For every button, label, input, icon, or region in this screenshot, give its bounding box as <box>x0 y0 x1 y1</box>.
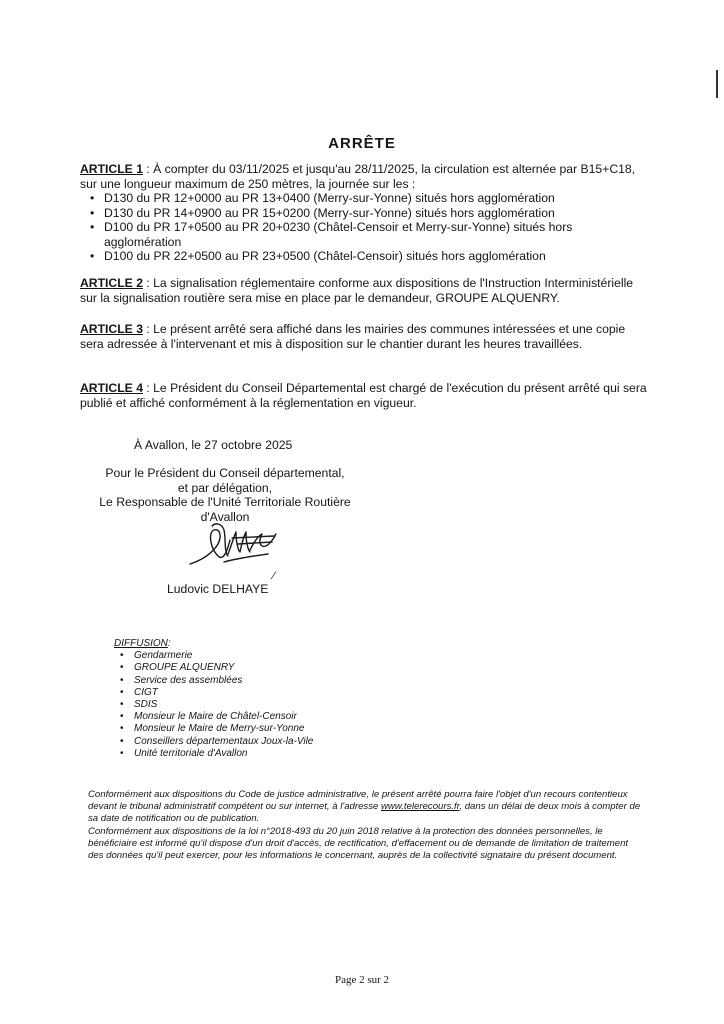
diffusion-label: DIFFUSION <box>114 638 168 649</box>
article-4-label: ARTICLE 4 <box>80 381 143 395</box>
article-1-paragraph: ARTICLE 1 : À compter du 03/11/2025 et jusqu'au 28/11/2025, la circulation est alternée par B15+C18, sur une longueur maximum de 250 mètres, la journée sur les : <box>80 162 636 191</box>
article-4-paragraph: ARTICLE 4 : Le Président du Conseil Départemental est chargé de l'exécution du présent arrêté qui sera publié et affiché conformément à la réglementation en vigueur. <box>80 381 647 410</box>
signatory-line-3: Le Responsable de l'Unité Territoriale Routière <box>99 495 351 509</box>
page-number: Page 2 sur 2 <box>334 974 390 986</box>
article-2 <box>80 276 650 305</box>
handwritten-mark: ⁄ <box>273 570 275 582</box>
article-2-paragraph: ARTICLE 2 : La signalisation réglementaire conforme aux dispositions de l'Instruction Interministérielle sur la signalisation routière sera mise en place par le demandeur, GROUPE ALQUENRY. <box>80 276 634 305</box>
diffusion-item: • Monsieur le Maire de Châtel-Censoir <box>134 711 313 723</box>
article-1-label: ARTICLE 1 <box>80 162 143 176</box>
diffusion-items <box>114 650 313 760</box>
diffusion-item: • Monsieur le Maire de Merry-sur-Yonne <box>134 723 313 735</box>
diffusion-item: • Unité territoriale d'Avallon <box>134 748 313 760</box>
scan-edge-mark <box>716 70 718 98</box>
road-item: • D130 du PR 14+0900 au PR 15+0200 (Merry-sur-Yonne) situés hors agglomération <box>104 206 650 221</box>
legal-notice <box>88 789 642 862</box>
article-2-text: La signalisation réglementaire conforme aux dispositions de l'Instruction Interministérielle sur la signalisation routière sera mise en place par le demandeur, GROUPE ALQUENRY. <box>80 276 634 305</box>
road-item: • D100 du PR 17+0500 au PR 20+0230 (Châtel-Censoir et Merry-sur-Yonne) situés hors agglomération <box>104 220 650 249</box>
document-title: ARRÊTE <box>328 135 396 152</box>
diffusion-item: • Conseillers départementaux Joux-la-Vile <box>134 736 313 748</box>
diffusion-item: • Gendarmerie <box>134 650 313 662</box>
legal-paragraph-recourse: Conformément aux dispositions du Code de justice administrative, le présent arrêté pourra faire l'objet d'un recours contentieux devant le tribunal administratif compétent ou sur internet, à l'adresse www.telerecours.fr, dans un délai de deux mois à compter de sa date de notification ou de publication. <box>88 789 641 825</box>
article-1-text: À compter du 03/11/2025 et jusqu'au 28/11/2025, la circulation est alternée par B15+C18, sur une longueur maximum de 250 mètres, la journée sur les : <box>80 162 636 191</box>
diffusion-item: • SDIS <box>134 699 313 711</box>
signatory-title-block <box>80 466 370 524</box>
telerecours-link[interactable]: www.telerecours.fr <box>381 801 460 813</box>
handwritten-signature <box>188 518 280 570</box>
signatory-line-1: Pour le Président du Conseil départemental, <box>105 466 345 480</box>
road-item: • D100 du PR 22+0500 au PR 23+0500 (Châtel-Censoir) situés hors agglomération <box>104 249 650 264</box>
signatory-name: Ludovic DELHAYE <box>167 582 269 596</box>
signatory-line-4: d'Avallon <box>200 509 250 524</box>
diffusion-item: • Service des assemblées <box>134 675 313 687</box>
place-and-date: À Avallon, le 27 octobre 2025 <box>134 438 293 452</box>
road-item: • D130 du PR 12+0000 au PR 13+0400 (Merry-sur-Yonne) situés hors agglomération <box>104 191 650 206</box>
article-3-paragraph: ARTICLE 3 : Le présent arrêté sera affiché dans les mairies des communes intéressées et une copie sera adressée à l'intervenant et mis à disposition sur le chantier durant les heures travaillées. <box>80 322 626 351</box>
article-3-text: Le présent arrêté sera affiché dans les mairies des communes intéressées et une copie sera adressée à l'intervenant et mis à disposition sur le chantier durant les heures travaillées. <box>80 322 626 351</box>
article-3-label: ARTICLE 3 <box>80 322 143 336</box>
article-1 <box>80 162 650 264</box>
article-4-text: Le Président du Conseil Départemental est chargé de l'exécution du présent arrêté qui sera publié et affiché conformément à la réglementation en vigueur. <box>80 381 647 410</box>
article-4 <box>80 381 650 410</box>
diffusion-item: • GROUPE ALQUENRY <box>134 662 313 674</box>
diffusion-item: • CIGT <box>134 687 313 699</box>
diffusion-list: DIFFUSION: • Gendarmerie • GROUPE ALQUENRY • Service des assemblées • CIGT • SDIS • Monsieur le Maire de Châtel-Censoir • Monsieur le Maire de Merry-sur-Yonne • Conseillers départementaux Joux-la-Vile • Unité territoriale d'Avallon <box>114 638 313 760</box>
legal-paragraph-data-protection: Conformément aux dispositions de la loi n°2018-493 du 20 juin 2018 relative à la protection des données personnelles, le bénéficiaire est informé qu'il dispose d'un droit d'accès, de rectification, d'effacement ou de demande de limitation de traitement des données qu'il peut exercer, pour les informations le concernant, auprès de la collectivité signataire du présent document. <box>88 825 629 862</box>
road-list <box>80 191 650 264</box>
article-3 <box>80 322 650 351</box>
signatory-line-2: et par délégation, <box>177 480 273 495</box>
article-2-label: ARTICLE 2 <box>80 276 143 290</box>
